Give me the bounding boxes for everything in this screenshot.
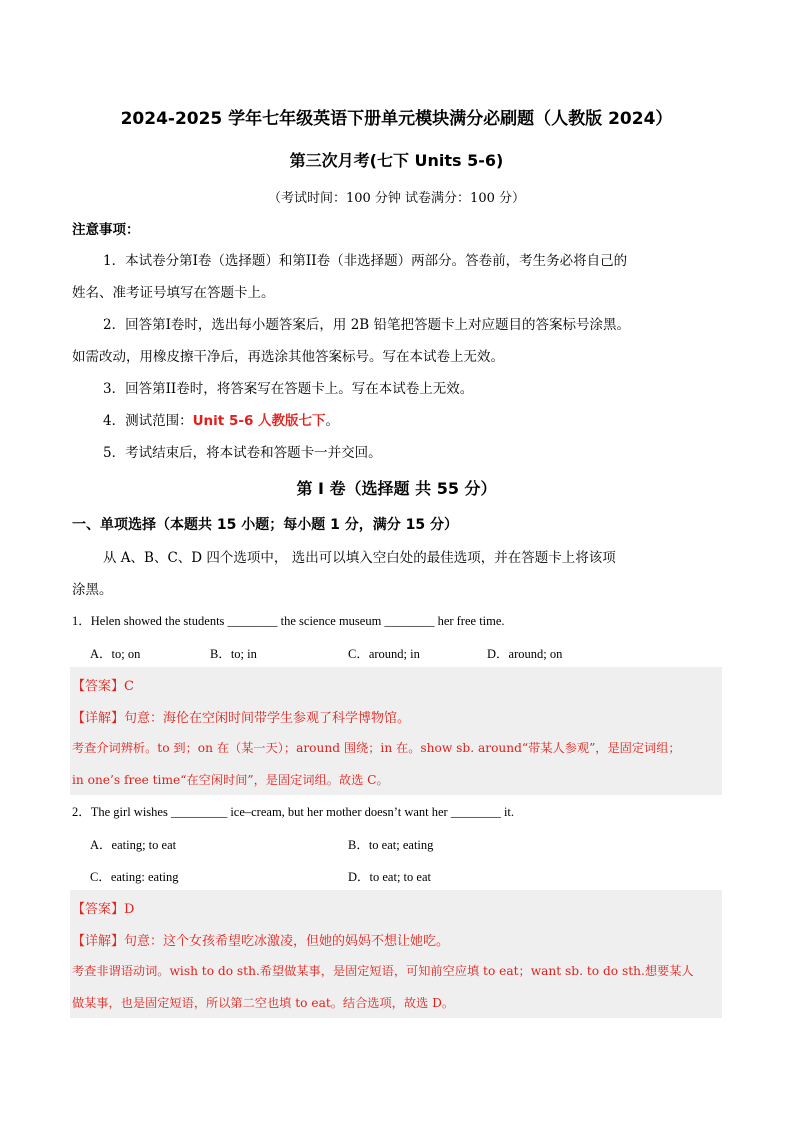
notice-item-4 xyxy=(103,409,339,429)
document-title: 2024-2025 学年七年级英语下册单元模块满分必刷题（人教版 2024） xyxy=(120,109,673,129)
instruction-text-cont: 涂黑。 xyxy=(72,582,113,598)
answer-value: D xyxy=(124,902,135,917)
question-2-explanation-cont: 做某事，也是固定短语，所以第二空也填 to eat。结合选项，故选 D。 xyxy=(72,996,455,1010)
notice-item-1-cont: 姓名、准考证号填写在答题卡上。 xyxy=(72,285,275,301)
question-2-stem: 2．The girl wishes _________ ice–cream, but her mother doesn’t want her ________ it. xyxy=(72,805,515,819)
notice-heading: 注意事项： xyxy=(72,222,140,238)
question-1-detail xyxy=(72,707,410,726)
answer-tag: 【答案】 xyxy=(72,902,125,917)
exam-info: （考试时间：100 分钟 试卷满分：100 分） xyxy=(267,191,526,206)
question-1-explanation-cont: in one’s free time“在空闲时间”，是固定词组。故选 C。 xyxy=(72,773,389,787)
notice-item-2: 2．回答第I卷时，选出每小题答案后，用 2B 铅笔把答题卡上对应题目的答案标号涂黑。 xyxy=(103,317,631,333)
part-heading: 一、单项选择（本题共 15 小题；每小题 1 分，满分 15 分） xyxy=(72,517,458,533)
notice-item-2-cont: 如需改动，用橡皮擦干净后，再选涂其他答案标号。写在本试卷上无效。 xyxy=(72,349,504,365)
answer-tag: 【答案】 xyxy=(72,679,125,694)
detail-tag: 【详解】 xyxy=(72,711,125,726)
question-2-option-b: B．to eat; eating xyxy=(348,838,434,852)
question-1-option-c: C．around; in xyxy=(348,647,420,661)
question-1-explanation: 考查介词辨析。to 到；on 在（某一天）；around 围绕；in 在。show sb. around“带某人参观”，是固定词组； xyxy=(72,741,681,755)
notice-item-4-prefix: 4．测试范围： xyxy=(103,413,193,429)
test-scope-highlight: Unit 5-6 人教版七下 xyxy=(192,413,326,429)
question-1-stem: 1．Helen showed the students ________ the science museum ________ her free time. xyxy=(72,614,505,628)
detail-text: 句意：这个女孩希望吃冰激凌，但她的妈妈不想让她吃。 xyxy=(124,934,450,949)
notice-item-4-suffix: 。 xyxy=(325,413,340,429)
question-2-option-d: D．to eat; to eat xyxy=(348,870,431,884)
answer-value: C xyxy=(124,679,134,694)
question-2-answer xyxy=(72,898,134,917)
question-1-option-d: D．around; on xyxy=(487,647,563,661)
question-2-answer-box xyxy=(70,890,722,1018)
question-2-option-c: C．eating: eating xyxy=(90,870,179,884)
question-1-answer xyxy=(72,675,134,694)
question-2-explanation: 考查非谓语动词。wish to do sth.希望做某事，是固定短语，可知前空应填 to eat；want sb. to do sth.想要某人 xyxy=(72,964,694,978)
detail-text: 句意：海伦在空闲时间带学生参观了科学博物馆。 xyxy=(124,711,411,726)
instruction-text: 从 A、B、C、D 四个选项中， 选出可以填入空白处的最佳选项，并在答题卡上将该项 xyxy=(103,550,616,566)
notice-item-1: 1．本试卷分第I卷（选择题）和第II卷（非选择题）两部分。答卷前，考生务必将自己的 xyxy=(103,253,628,269)
question-2-detail xyxy=(72,930,449,949)
notice-item-3: 3．回答第II卷时，将答案写在答题卡上。写在本试卷上无效。 xyxy=(103,381,474,397)
question-1-option-b: B．to; in xyxy=(210,647,257,661)
detail-tag: 【详解】 xyxy=(72,934,125,949)
question-1-option-a: A．to; on xyxy=(90,647,141,661)
exam-subtitle: 第三次月考(七下 Units 5-6) xyxy=(289,151,504,170)
question-2-option-a: A．eating; to eat xyxy=(90,838,177,852)
notice-item-5: 5．考试结束后，将本试卷和答题卡一并交回。 xyxy=(103,445,382,461)
question-1-answer-box xyxy=(70,667,722,795)
section-title: 第 I 卷（选择题 共 55 分） xyxy=(296,479,497,498)
